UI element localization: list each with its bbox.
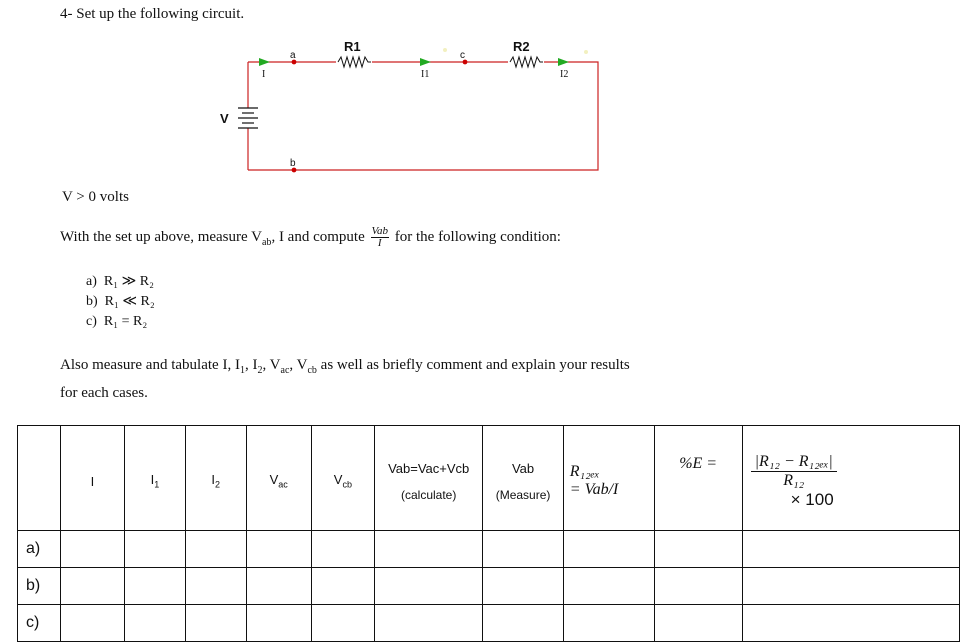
row-label: a) — [18, 531, 61, 568]
node-c-label: c — [460, 50, 465, 61]
current-i1-label: I1 — [421, 69, 430, 80]
current-arrow-i-icon — [259, 58, 270, 66]
condition-label: c) — [86, 314, 97, 329]
vab-over-i-fraction — [371, 226, 390, 249]
also-sub: cb — [307, 365, 317, 376]
condition-text: R₁ ≪ R₂ — [104, 294, 155, 309]
fraction-numerator: Vab — [371, 225, 388, 237]
header-percent-error-lhs: %E = — [654, 426, 742, 531]
instruction-sub: ab — [261, 236, 272, 248]
results-table — [17, 425, 960, 642]
header-vcb: $V_{cb}$ — [311, 426, 374, 531]
table-row — [18, 531, 960, 568]
table-row — [18, 605, 960, 642]
header-vab-calc: Vab=Vac+Vcb (calculate) — [374, 426, 482, 531]
also-text: , I — [244, 357, 258, 373]
condition-text: R₁ ≫ R₂ — [103, 274, 154, 289]
header-percent-error-fraction: $\frac{\text{|R₁₂ − R₁₂ₑₓ|}}{\text{R₁₂}}$ × 100 — [742, 426, 959, 531]
header-r12ex: R₁₂ₑₓ = Vab/I — [563, 426, 654, 531]
current-arrow-i1-icon — [420, 58, 431, 66]
battery-label: V — [220, 111, 229, 126]
condition-label: b) — [86, 294, 98, 309]
battery-icon — [238, 108, 258, 128]
instruction-part: for the following condition: — [394, 228, 561, 245]
also-sub: ac — [280, 365, 290, 376]
current-i2-label: I2 — [560, 69, 569, 80]
header-i: I — [60, 426, 124, 531]
node-a-label: a — [290, 50, 296, 61]
header-empty — [18, 426, 61, 531]
node-b-label: b — [290, 158, 296, 169]
condition-item — [86, 312, 155, 332]
also-text: , V — [289, 357, 308, 373]
row-label: b) — [18, 568, 61, 605]
header-i1: $I_1$ — [125, 426, 186, 531]
current-i-label: I — [262, 69, 266, 80]
condition-item — [86, 272, 155, 292]
r1-label: R1 — [344, 39, 361, 54]
condition-list — [86, 272, 155, 332]
condition-label: a) — [86, 274, 97, 289]
also-text: for each cases. — [60, 385, 148, 401]
table-row — [18, 568, 960, 605]
fraction-denominator: I — [377, 237, 382, 249]
also-paragraph — [60, 354, 760, 404]
row-label: c) — [18, 605, 61, 642]
header-vac: $V_{ac}$ — [246, 426, 311, 531]
also-text: Also measure and tabulate I, I — [60, 357, 240, 373]
circuit-diagram — [0, 0, 620, 180]
instruction-text — [60, 226, 561, 249]
instruction-part: , I and compute — [271, 228, 365, 245]
r2-label: R2 — [513, 39, 530, 54]
also-sub: 1 — [239, 365, 245, 376]
table-header-row — [18, 426, 960, 531]
instruction-part: With the set up above, measure V — [60, 228, 262, 245]
voltage-condition: V > 0 volts — [62, 189, 129, 205]
question-heading: 4- Set up the following circuit. — [60, 6, 245, 22]
header-i2: $I_2$ — [185, 426, 246, 531]
current-arrow-i2-icon — [558, 58, 569, 66]
also-sub: 2 — [257, 365, 263, 376]
also-text: , V — [262, 357, 281, 373]
also-text: as well as briefly comment and explain your results — [316, 357, 630, 373]
condition-text: R₁ = R₂ — [103, 314, 148, 329]
condition-item — [86, 292, 155, 312]
header-vab-measure: Vab (Measure) — [483, 426, 563, 531]
